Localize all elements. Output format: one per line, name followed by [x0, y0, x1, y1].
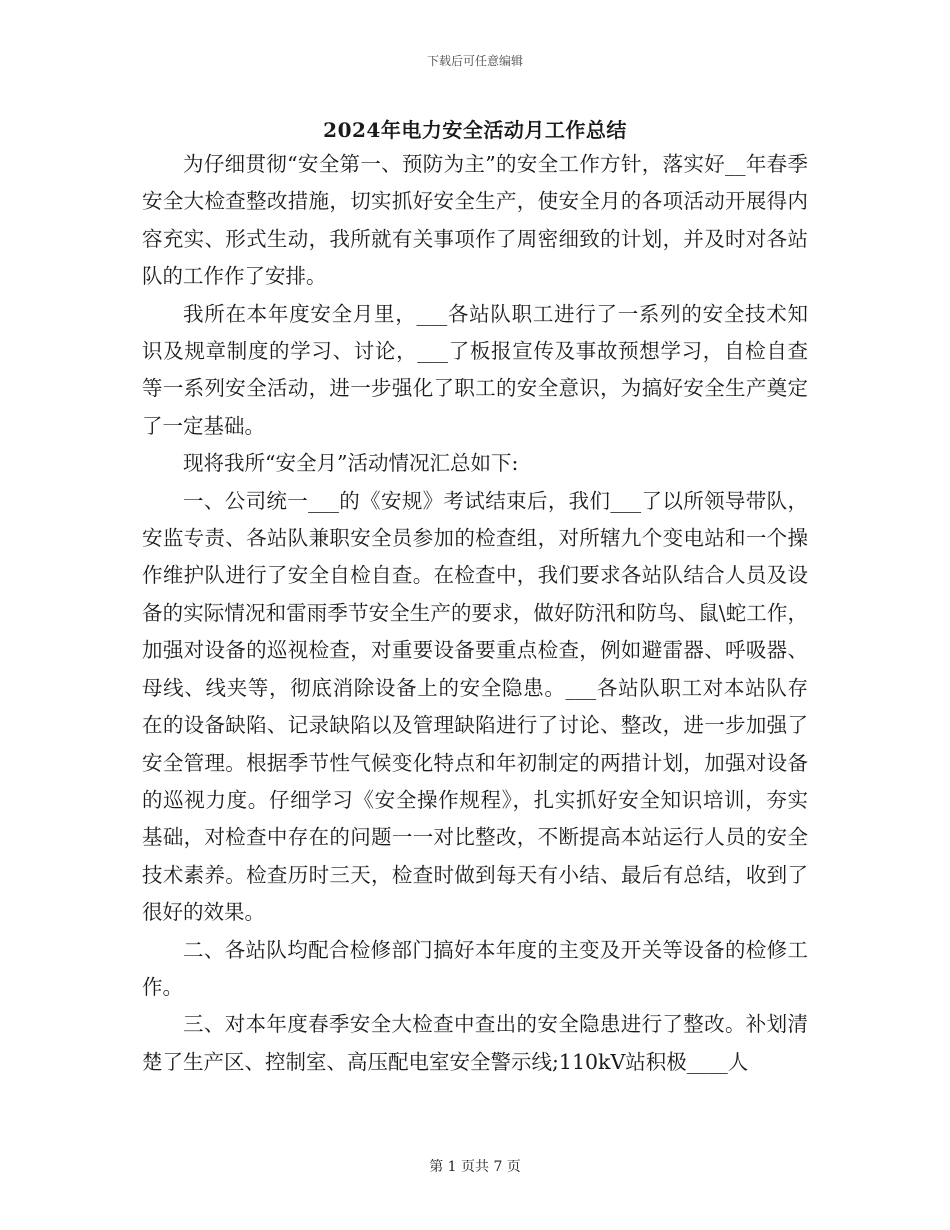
- paragraph: 现将我所“安全月”活动情况汇总如下:: [183, 451, 519, 476]
- document-body: [142, 146, 808, 1081]
- document-title: 2024年电力安全活动月工作总结: [323, 118, 627, 142]
- header-note: 下载后可任意编辑: [426, 54, 523, 68]
- paragraph: 为仔细贯彻“安全第一、预防为主”的安全工作方针，落实好__年春季安全大检查整改措施，切实抓好安全生产，使安全月的各项活动开展得内容充实、形式生动，我所就有关事项作了周密细致的计划，并及时对各站队的工作作了安排。: [142, 152, 808, 289]
- paragraph: 三、对本年度春季安全大检查中查出的安全隐患进行了整改。补划清楚了生产区、控制室、高压配电室安全警示线;110kV站积极____人: [142, 1012, 808, 1074]
- page-number: 第 1 页共 7 页: [429, 1159, 521, 1175]
- paragraph: 我所在本年度安全月里，___各站队职工进行了一系列的安全技术知识及规章制度的学习、讨论，___了板报宣传及事故预想学习，自检自查等一系列安全活动，进一步强化了职工的安全意识，为搞好安全生产奠定了一定基础。: [142, 301, 808, 438]
- paragraph: 一、公司统一___的《安规》考试结束后，我们___了以所领导带队，安监专责、各站队兼职安全员参加的检查组，对所辖九个变电站和一个操作维护队进行了安全自检自查。在检查中，我们要求各站队结合人员及设备的实际情况和雷雨季节安全生产的要求，做好防汛和防鸟、鼠\蛇工作，加强对设备的巡视检查，对重要设备要重点检查，例如避雷器、呼吸器、母线、线夹等，彻底消除设备上的安全隐患。___各站队职工对本站队存在的设备缺陷、记录缺陷以及管理缺陷进行了讨论、整改，进一步加强了安全管理。根据季节性气候变化特点和年初制定的两措计划，加强对设备的巡视力度。仔细学习《安全操作规程》，扎实抓好安全知识培训，夯实基础，对检查中存在的问题一一对比整改，不断提高本站运行人员的安全技术素养。检查历时三天，检查时做到每天有小结、最后有总结，收到了很好的效果。: [142, 488, 808, 925]
- paragraph: 二、各站队均配合检修部门搞好本年度的主变及开关等设备的检修工作。: [142, 937, 808, 999]
